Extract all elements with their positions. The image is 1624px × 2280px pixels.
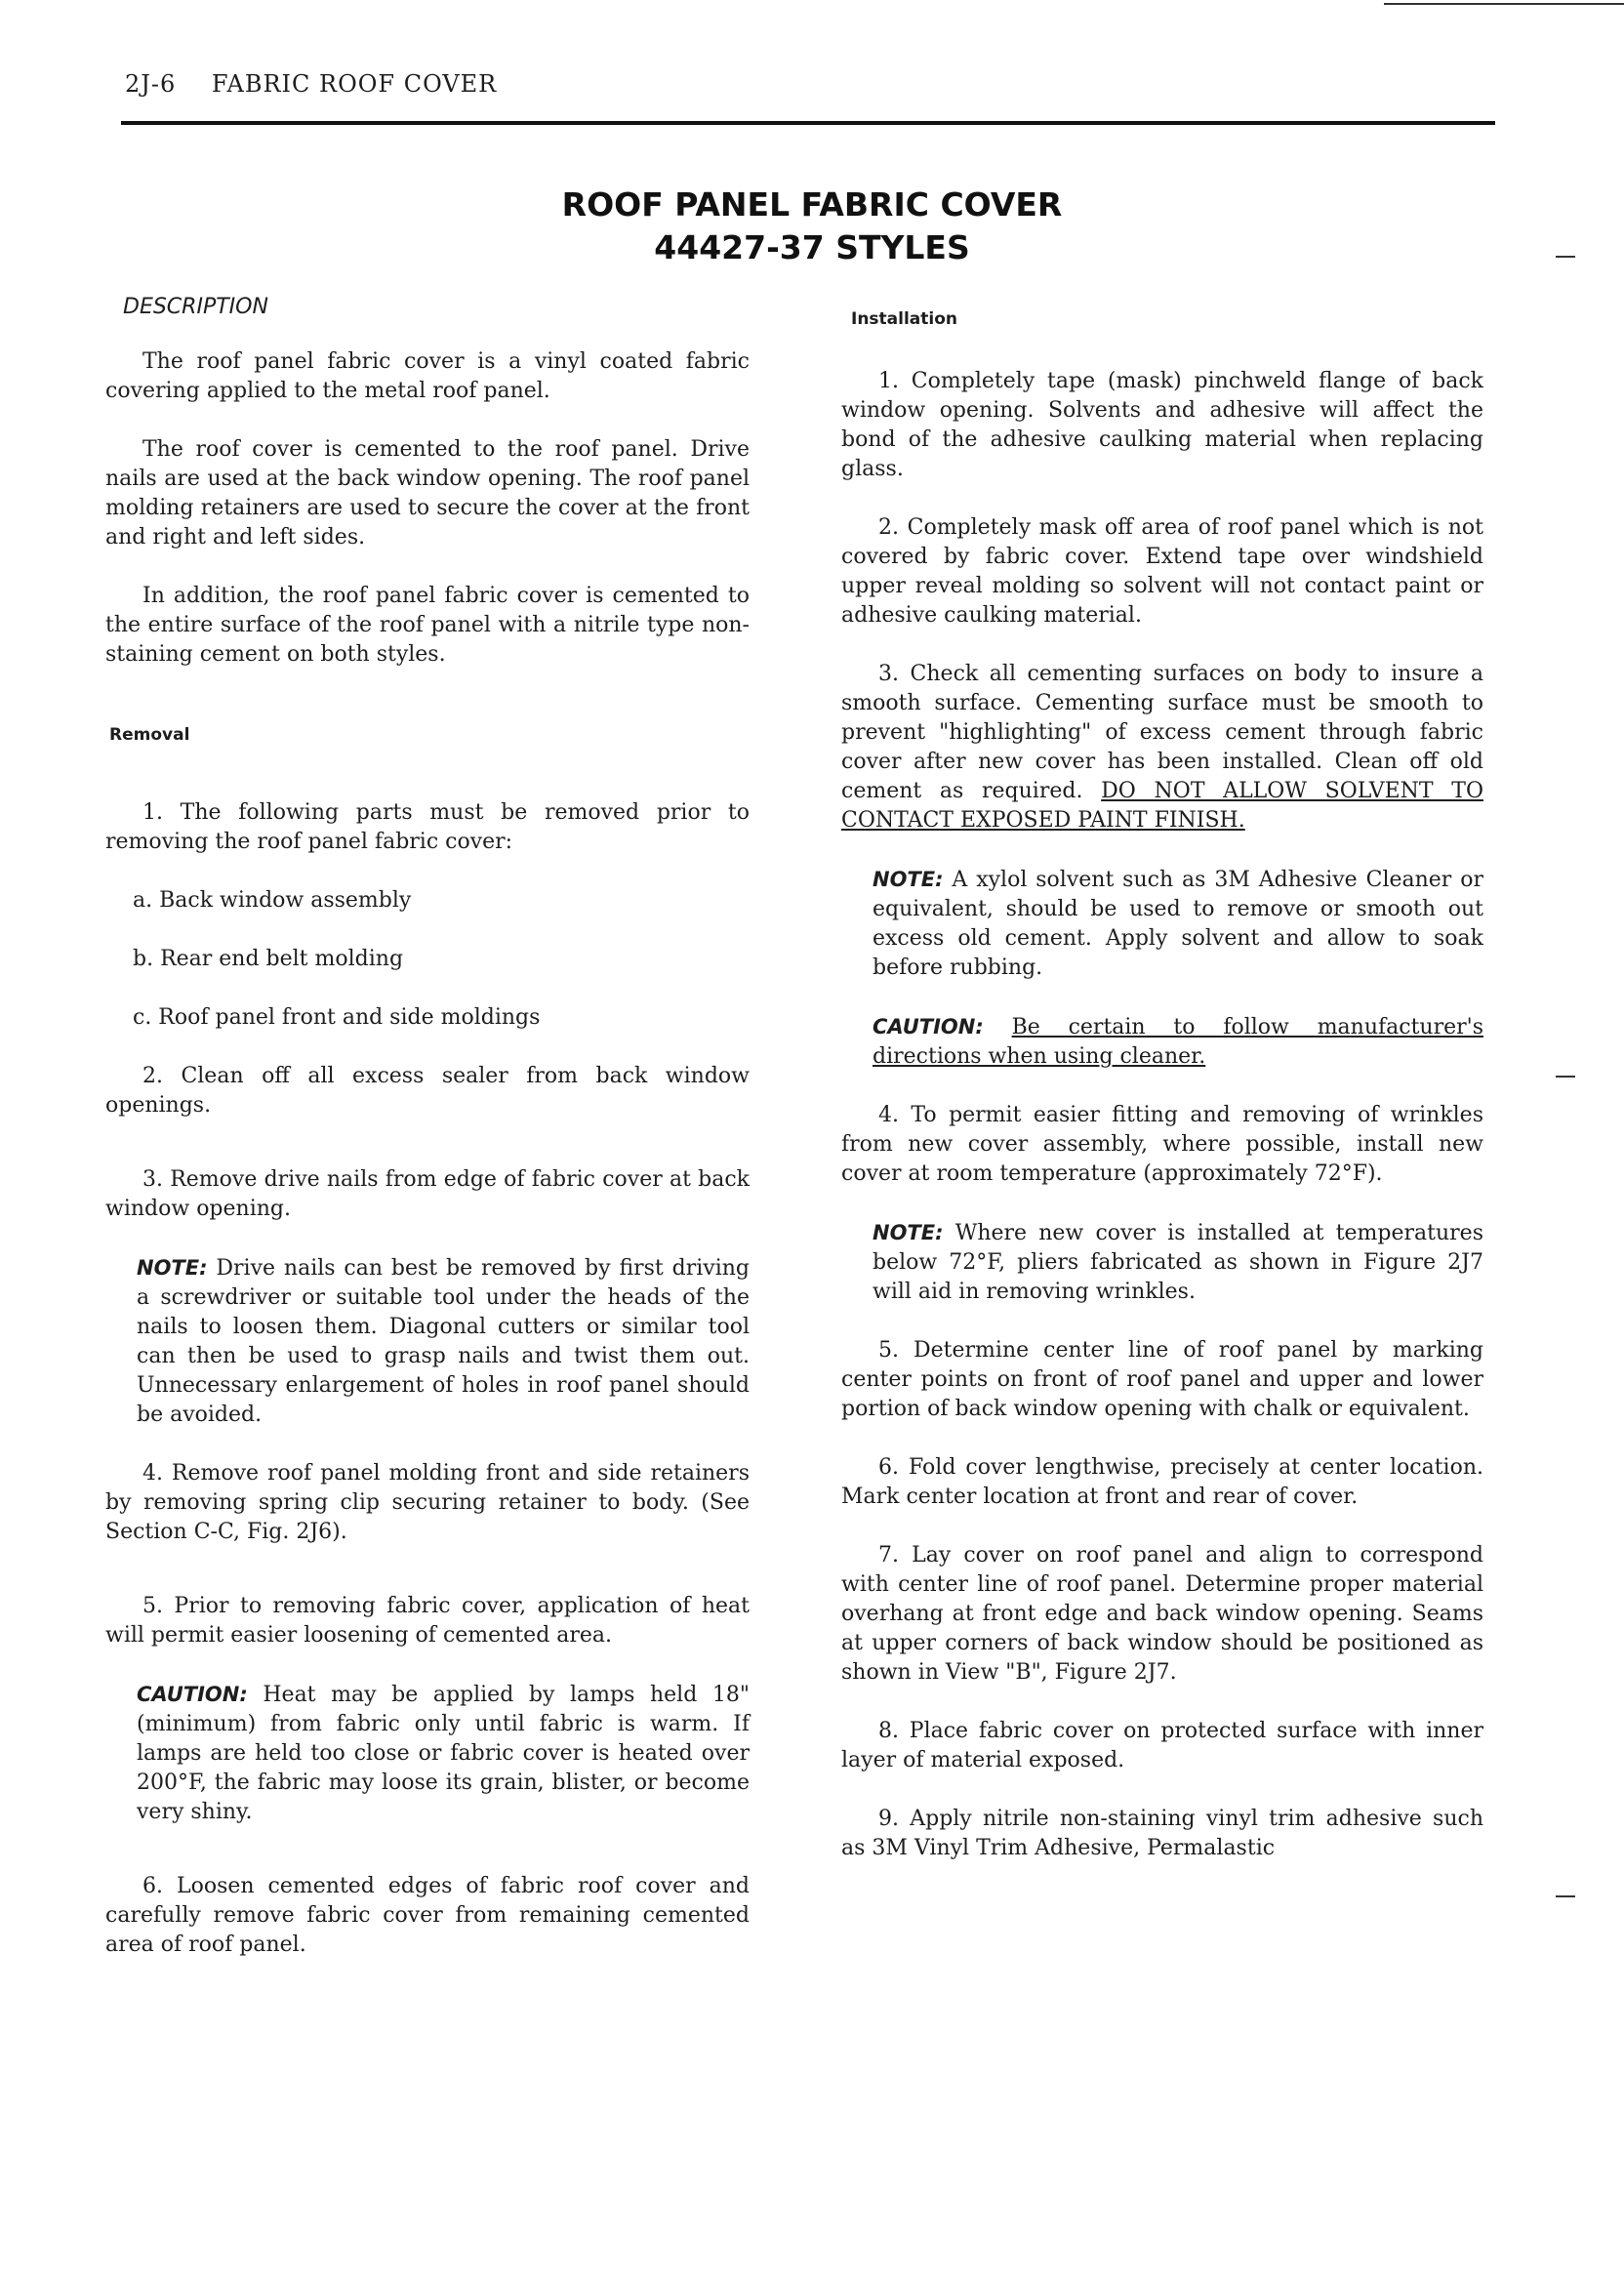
caution-text: Be certain to follow manufacturer's directions when using cleaner. — [873, 1015, 1483, 1069]
installation-heading: Installation — [851, 309, 958, 329]
note-label: NOTE: — [873, 868, 944, 891]
install-step-7: 7. Lay cover on roof panel and align to correspond with center line of roof panel. Determine proper material overhang at front edge and back window opening. Seams at upper corners of back window should be positioned as shown in View "B", Figure 2J7. — [841, 1543, 1483, 1685]
install-note-2 — [841, 1218, 1483, 1307]
install-caution — [841, 1012, 1483, 1072]
install-step-3-warning: DO NOT ALLOW SOLVENT TO CONTACT EXPOSED PAINT FINISH. — [841, 779, 1484, 833]
removal-caution — [105, 1680, 750, 1827]
note-text: Where new cover is installed at temperatures below 72°F, pliers fabricated as shown in Figure 2J7 will aid in removing wrinkles. — [873, 1221, 1483, 1304]
description-heading: DESCRIPTION — [123, 295, 268, 319]
left-column — [105, 293, 750, 1960]
install-step-3 — [841, 660, 1483, 835]
note-label: NOTE: — [873, 1221, 944, 1244]
top-right-rule — [1384, 3, 1624, 5]
edge-mark — [1556, 1076, 1575, 1078]
page-header — [125, 70, 497, 98]
removal-step-6: 6. Loosen cemented edges of fabric roof cover and carefully remove fabric cover from remaining cemented area of roof panel. — [105, 1874, 750, 1957]
desc-paragraph-3: In addition, the roof panel fabric cover is cemented to the entire surface of the roof panel with a nitrile type non-staining cement on both styles. — [105, 584, 750, 667]
install-step-8: 8. Place fabric cover on protected surface with inner layer of material exposed. — [841, 1719, 1483, 1772]
removal-step-1: 1. The following parts must be removed prior to removing the roof panel fabric cover: — [105, 800, 750, 854]
install-step-6: 6. Fold cover lengthwise, precisely at center location. Mark center location at front and rear of cover. — [841, 1455, 1483, 1509]
removal-note — [105, 1253, 750, 1430]
install-step-9: 9. Apply nitrile non-staining vinyl trim adhesive such as 3M Vinyl Trim Adhesive, Permalastic — [841, 1807, 1483, 1860]
removal-step-1b: b. Rear end belt molding — [133, 947, 404, 971]
note-text: Drive nails can best be removed by first driving a screwdriver or suitable tool under the heads of the nails to loosen them. Diagonal cutters or similar tool can then be used to grasp nails and twist them out. Unnecessary enlargement of holes in roof panel should be avoided. — [137, 1256, 750, 1427]
removal-step-5: 5. Prior to removing fabric cover, application of heat will permit easier loosening of cemented area. — [105, 1594, 750, 1648]
install-note-1 — [841, 865, 1483, 983]
page-code: 2J-6 — [125, 70, 177, 98]
desc-paragraph-2: The roof cover is cemented to the roof panel. Drive nails are used at the back window opening. The roof panel molding retainers are used to secure the cover at the front and right and left sides. — [105, 437, 750, 550]
edge-mark — [1556, 256, 1575, 258]
install-step-1: 1. Completely tape (mask) pinchweld flange of back window opening. Solvents and adhesive will affect the bond of the adhesive caulking material when replacing glass. — [841, 369, 1483, 481]
right-column — [841, 305, 1483, 1863]
desc-paragraph-1: The roof panel fabric cover is a vinyl coated fabric covering applied to the metal roof panel. — [105, 349, 750, 403]
title-line-2: 44427-37 STYLES — [654, 228, 970, 266]
install-step-4: 4. To permit easier fitting and removing of wrinkles from new cover assembly, where possible, install new cover at room temperature (approximately 72°F). — [841, 1103, 1483, 1186]
note-label: NOTE: — [137, 1256, 208, 1280]
edge-mark — [1556, 1895, 1575, 1897]
removal-heading: Removal — [109, 725, 190, 745]
removal-step-1a: a. Back window assembly — [133, 888, 412, 913]
section-title: FABRIC ROOF COVER — [211, 70, 498, 98]
install-step-2: 2. Completely mask off area of roof panel which is not covered by fabric cover. Extend tape over windshield upper reveal molding so solvent will not contact paint or adhesive caulking material. — [841, 515, 1483, 628]
header-rule — [121, 121, 1495, 125]
removal-step-1c: c. Roof panel front and side moldings — [133, 1005, 541, 1030]
install-step-3-text: 3. Check all cementing surfaces on body to insure a smooth surface. Cementing surface must be smooth to prevent "highlighting" of excess cement through fabric cover after new cover has been installed. Clean off old cement as required. — [841, 662, 1483, 803]
removal-step-2: 2. Clean off all excess sealer from back window openings. — [105, 1064, 750, 1118]
install-step-5: 5. Determine center line of roof panel by marking center points on front of roof panel and upper and lower portion of back window opening with chalk or equivalent. — [841, 1338, 1483, 1421]
removal-step-3: 3. Remove drive nails from edge of fabric cover at back window opening. — [105, 1167, 750, 1221]
title-line-1: ROOF PANEL FABRIC COVER — [561, 185, 1063, 224]
caution-text: Heat may be applied by lamps held 18" (minimum) from fabric only until fabric is warm. If lamps are held too close or fabric cover is heated over 200°F, the fabric may loose its grain, blister, or become very shiny. — [137, 1683, 750, 1824]
caution-label: CAUTION: — [137, 1683, 248, 1706]
removal-step-4: 4. Remove roof panel molding front and side retainers by removing spring clip securing retainer to body. (See Section C-C, Fig. 2J6). — [105, 1461, 750, 1544]
page-title — [0, 183, 1624, 269]
caution-label: CAUTION: — [873, 1015, 984, 1038]
note-text: A xylol solvent such as 3M Adhesive Cleaner or equivalent, should be used to remove or smooth out excess old cement. Apply solvent and allow to soak before rubbing. — [873, 868, 1483, 980]
